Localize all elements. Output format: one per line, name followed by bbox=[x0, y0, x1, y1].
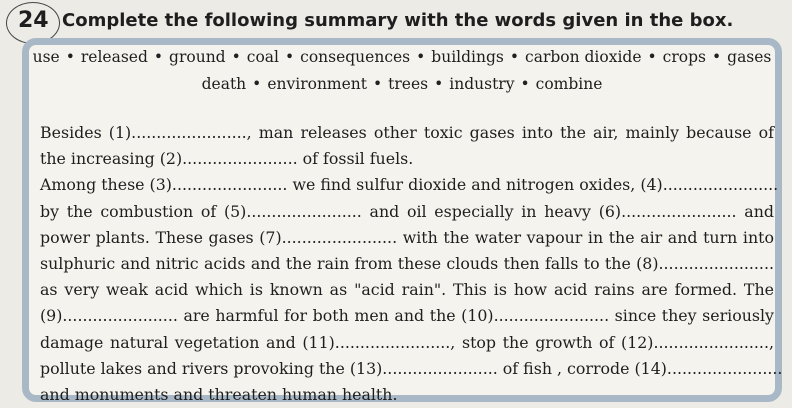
summary-line: by the combustion of (5)....................... and oil especially in heavy (6)....................... and bbox=[40, 201, 774, 221]
summary-line: the increasing (2)....................... of fossil fuels. bbox=[40, 149, 414, 169]
bullet-icon: • bbox=[711, 48, 722, 66]
word: crops bbox=[662, 48, 706, 66]
bullet-icon: • bbox=[509, 48, 520, 66]
summary-line: (9)....................... are harmful for both men and the (10)....................... since they seriously bbox=[40, 306, 774, 326]
word: use bbox=[32, 48, 60, 66]
summary-text bbox=[40, 120, 783, 408]
word-box-row-2 bbox=[22, 71, 782, 98]
exercise-number: 24 bbox=[18, 8, 49, 33]
bullet-icon: • bbox=[647, 48, 657, 66]
word-box bbox=[22, 44, 782, 116]
summary-line: damage natural vegetation and (11)......................., stop the growth of (12)......................., bbox=[40, 332, 774, 352]
summary-line: and monuments and threaten human health. bbox=[40, 385, 398, 405]
bullet-icon: • bbox=[520, 75, 530, 93]
bullet-icon: • bbox=[416, 48, 426, 66]
bullet-icon: • bbox=[153, 48, 164, 66]
word: gases bbox=[727, 48, 772, 66]
bullet-icon: • bbox=[434, 75, 444, 93]
word: released bbox=[80, 48, 148, 66]
bullet-icon: • bbox=[284, 48, 295, 66]
word: industry bbox=[449, 75, 515, 93]
word: death bbox=[201, 75, 247, 93]
summary-line: pollute lakes and rivers provoking the (13)....................... of fish , corrode (14)....................... bbox=[40, 358, 783, 378]
summary-line: sulphuric and nitric acids and the rain from these clouds then falls to the (8)....................... bbox=[40, 254, 774, 274]
word: consequences bbox=[300, 48, 411, 66]
word-box-row-1 bbox=[22, 44, 782, 71]
summary-line: Among these (3)....................... we find sulfur dioxide and nitrogen oxides, (4)....................... bbox=[40, 175, 779, 195]
word: combine bbox=[535, 75, 603, 93]
summary-line: Besides (1)......................., man releases other toxic gases into the air, mainly because of bbox=[40, 123, 774, 142]
bullet-icon: • bbox=[252, 75, 262, 93]
summary-line: as very weak acid which is known as "acid rain". This is how acid rains are formed. The bbox=[40, 280, 774, 300]
bullet-icon: • bbox=[231, 48, 241, 66]
summary-line: power plants. These gases (7)....................... with the water vapour in the air and turn into bbox=[40, 227, 774, 247]
word: buildings bbox=[431, 48, 504, 66]
word: environment bbox=[267, 75, 368, 93]
bullet-icon: • bbox=[65, 48, 75, 66]
exercise-instruction: Complete the following summary with the words given in the box. bbox=[62, 10, 734, 31]
word: ground bbox=[169, 48, 226, 66]
bullet-icon: • bbox=[373, 75, 383, 93]
word: trees bbox=[388, 75, 429, 93]
word: coal bbox=[246, 48, 279, 66]
word: carbon dioxide bbox=[525, 48, 642, 66]
